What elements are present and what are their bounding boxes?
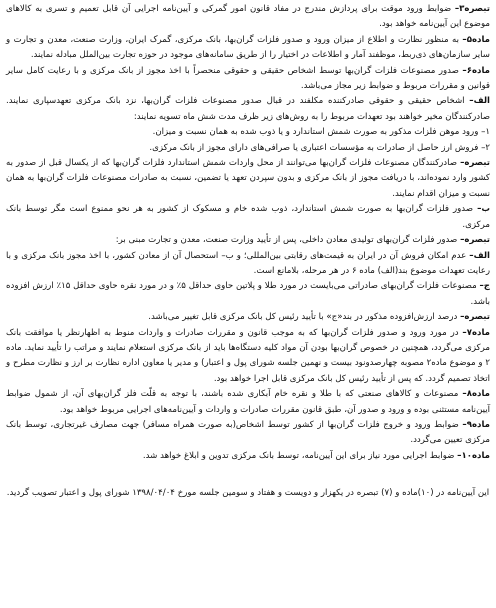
paragraph-label: تبصره– xyxy=(460,158,490,169)
document-paragraph xyxy=(6,2,490,33)
document-paragraph xyxy=(6,418,490,449)
document-paragraph xyxy=(6,449,490,464)
paragraph-label: الف– xyxy=(469,250,490,261)
paragraph-label: ماده۷– xyxy=(462,327,490,338)
paragraph-text: صدور فلزات گران‌بهای تولیدی معادن داخلی، پس از تأیید وزارت صنعت، معدن و تجارت مبنی بر: xyxy=(115,235,461,246)
document-paragraph xyxy=(6,249,490,280)
approval-footer: این آیین‌نامه در (۱۰)ماده و (۷) تبصره در یکهزار و دویست و هفتاد و سومین جلسه مورخ ۱۳۹۸/۰۴/۰۴ شورای پول و اعتبار تصویب گردید. xyxy=(6,488,490,499)
paragraph-text: به منظور نظارت و اطلاع از میزان ورود و صدور فلزات گران‌بها، بانک مرکزی، گمرک ایران، وزارت صنعت، معدن و تجارت و سایر سازمان‌های ذی‌ربط، موظفند آمار و اطلاعات در اختیار را از طریق سامانه‌های موجود در حوزه تجارت بین‌الملل مبادله نمایند. xyxy=(6,34,490,61)
paragraph-text: مصنوعات و کالاهای صنعتی که با طلا و نقره خام آبکاری شده باشند، با توجه به قلّت فلز گران‌بهای آن، از شمول ضوابط آیین‌نامه مستثنی بوده و ورود و صدور آن، طبق قانون مقررات صادرات و واردات و آیین‌نامه‌های اجرایی مربوط خواهد بود. xyxy=(6,389,490,415)
paragraph-label: ماده۵– xyxy=(462,34,490,45)
paragraph-label: ماده۶– xyxy=(462,65,490,76)
document-paragraph xyxy=(6,310,490,325)
paragraph-text: اشخاص حقیقی و حقوقی صادرکننده مکلفند در قبال صدور مصنوعات فلزات گران‌بها، نزد بانک مرکزی تعهدسپاری نمایند. صادرکنندگان مخیر خواهند بود تعهدات مربوط را به روش‌های زیر ظرف مدت شش ماه تسویه نمایند: xyxy=(6,96,490,122)
paragraph-text: مصنوعات فلزات گران‌بهای صادراتی می‌بایست در مورد طلا و پلاتین حاوی حداقل ۵٪ و در مورد نقره حاوی حداقل ۱۵٪ ارزش افزوده باشد. xyxy=(6,281,490,307)
paragraph-label: الف– xyxy=(469,96,490,107)
paragraph-text: ۱– ورود موهن فلزات مذکور به صورت شمش استاندارد و یا ذوب شده به همان نسبت و میزان. xyxy=(152,127,490,138)
document-body xyxy=(6,2,490,464)
document-paragraph xyxy=(6,94,490,125)
paragraph-label: تبصره۳– xyxy=(454,4,490,14)
paragraph-label: ماده۹– xyxy=(462,419,490,430)
paragraph-text: عدم امکان فروش آن در ایران به قیمت‌های رقابتی بین‌المللی؛ و ب– استحصال آن از معادن کشور، با اخذ مجوز بانک مرکزی و با رعایت تعهدات موضوع بند(الف) ماده ۶ در هر مرحله، بلامانع است. xyxy=(6,250,490,276)
document-paragraph xyxy=(6,233,490,248)
document-paragraph xyxy=(6,279,490,310)
paragraph-text: صدور فلزات گران‌بها به صورت شمش استاندارد، ذوب شده خام و مسکوک از کشور به هر نحو ممنوع است مگر توسط بانک مرکزی. xyxy=(6,204,490,230)
paragraph-text: درصد ارزش‌افزوده مذکور در بند«ج» با تأیید رئیس کل بانک مرکزی قابل تغییر می‌باشد. xyxy=(148,312,461,323)
paragraph-text: ضوابط ورود و خروج فلزات گران‌بها از کشور توسط اشخاص(به صورت همراه مسافر) جهت مصارف غیرتجاری، توسط بانک مرکزی تعیین می‌گردد. xyxy=(6,419,490,446)
paragraph-label: تبصره– xyxy=(460,235,490,246)
paragraph-label: ماده۱۰– xyxy=(457,450,490,461)
paragraph-label: ب– xyxy=(477,204,490,215)
paragraph-label: ج– xyxy=(479,281,490,292)
paragraph-label: ماده۸– xyxy=(462,389,490,400)
paragraph-text: در مورد ورود و صدور فلزات گران‌بها که به موجب قانون و مقررات صادرات و واردات منوط به اظهارنظر یا موافقت بانک مرکزی می‌گردد، همچنین در خصوص گران‌بها بودن آن مواد کلیه دستگاه‌ها باید از بانک مرکزی استعلام نمایند و مراتب را تأیید نماید. ماده ۲ و موضوع ماده۲ مصوبه چهارصدونود بیست و نهمین جلسه شورای پول و اعتبار) و مدیر یا معاون اداره نظارت بر ارز و نظارت مطرح و اتخاذ تصمیم گردد. که پس از تأیید رئیس کل بانک مرکزی قابل اجرا خواهد بود. xyxy=(6,327,491,384)
document-paragraph xyxy=(6,156,490,202)
paragraph-text: صادرکنندگان مصنوعات فلزات گران‌بها می‌توانند از محل واردات شمش استاندارد فلزات گران‌بها که از یکسال قبل از صدور به کشور وارد نموده‌اند، با دریافت مجوز از بانک مرکزی و بدون سپردن تعهد یا تضمین، نسبت به صادرات مصنوعات فلزات گران‌بها به همان نسبت و میزان اقدام نمایند. xyxy=(6,158,490,199)
document-paragraph xyxy=(6,64,490,95)
document-paragraph xyxy=(6,387,490,418)
document-paragraph xyxy=(6,125,490,140)
paragraph-label: تبصره– xyxy=(460,312,490,323)
paragraph-text: ضوابط ورود موقت برای پردازش مندرج در مفاد قانون امور گمرکی و آیین‌نامه اجرایی آن قابل تعمیم و تسری به کالاهای موضوع این آیین‌نامه خواهد بود. xyxy=(6,4,490,30)
paragraph-text: صدور مصنوعات فلزات گران‌بها توسط اشخاص حقیقی و حقوقی منحصراً با اخذ مجوز از بانک مرکزی و با رعایت کامل سایر قوانین و مقررات مربوط و ضوابط زیر مجاز می‌باشد. xyxy=(6,65,490,92)
paragraph-text: ضوابط اجرایی مورد نیاز برای این آیین‌نامه، توسط بانک مرکزی تدوین و ابلاغ خواهد شد. xyxy=(142,450,458,461)
document-paragraph xyxy=(6,33,490,64)
document-paragraph xyxy=(6,202,490,233)
document-paragraph xyxy=(6,141,490,156)
document-paragraph xyxy=(6,326,490,388)
paragraph-text: ۲– فروش ارز حاصل از صادرات به مؤسسات اعتباری یا صرافی‌های دارای مجوز از بانک مرکزی. xyxy=(149,142,490,153)
